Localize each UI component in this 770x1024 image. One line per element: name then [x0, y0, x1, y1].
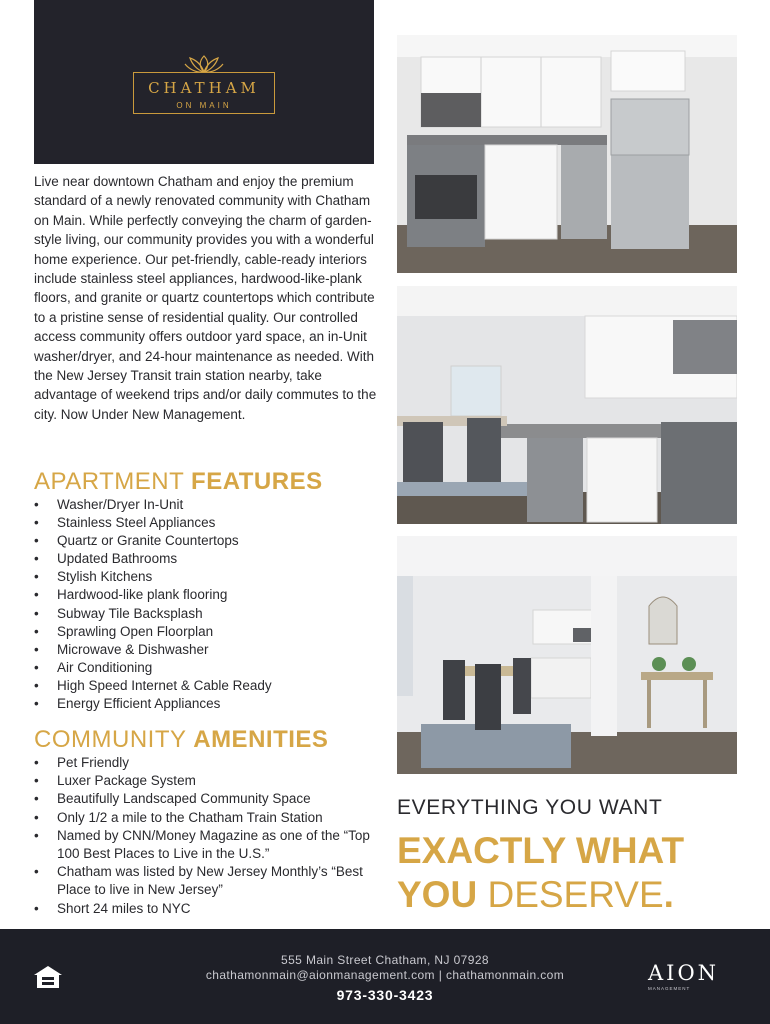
footer: [0, 929, 770, 1024]
features-heading-light: APARTMENT: [34, 468, 184, 495]
feature-item: • Quartz or Granite Countertops: [34, 532, 386, 550]
dining-room-photo: [397, 536, 737, 774]
brand-wordmark: [133, 72, 275, 114]
kitchen-dining-photo: [397, 286, 737, 524]
feature-item: • Sprawling Open Floorplan: [34, 623, 386, 641]
amenities-heading-light: COMMUNITY: [34, 726, 187, 753]
aion-logo-name: AION: [648, 961, 720, 985]
intro-paragraph: Live near downtown Chatham and enjoy the premium standard of a newly renovated community with Chatham on Main. While perfectly conveying the charm of garden-style living, our community provides you with a wonderful home experience. Our pet-friendly, cable-ready interiors include stainless steel appliances, hardwood-like-plank floors, and granite or quartz countertops which contribute to a pristine sense of residential quality. Our controlled access community offers outdoor yard space, an in-Unit washer/dryer, and 24-hour maintenance as needed. With the New Jersey Transit train station nearby, take advantage of weekend trips and/or daily commutes to the city. Now Under New Management.: [34, 174, 377, 422]
amenity-item: • Short 24 miles to NYC: [34, 900, 386, 918]
amenity-item: • Chatham was listed by New Jersey Monthly’s “Best Place to live in New Jersey”: [34, 863, 386, 899]
tagline-line-2: [397, 873, 684, 917]
amenity-item: • Only 1/2 a mile to the Chatham Train Station: [34, 809, 386, 827]
features-list: [34, 496, 386, 713]
kitchen-photo: [397, 35, 737, 273]
feature-item: • Air Conditioning: [34, 659, 386, 677]
feature-item: • Stainless Steel Appliances: [34, 514, 386, 532]
footer-phone[interactable]: 973-330-3423: [336, 987, 434, 1003]
brand-subtitle: ON MAIN: [176, 101, 232, 110]
features-heading-bold: FEATURES: [191, 468, 323, 495]
tagline-top: EVERYTHING YOU WANT: [397, 796, 663, 819]
amenities-heading: [34, 726, 328, 754]
tagline-deserve: DESERVE: [487, 874, 664, 915]
feature-item: • Hardwood-like plank flooring: [34, 586, 386, 604]
aion-logo-subtitle: MANAGEMENT: [648, 986, 691, 991]
brand-logo-block: [34, 0, 374, 164]
amenity-item: • Named by CNN/Money Magazine as one of the “Top 100 Best Places to Live in the U.S.”: [34, 827, 386, 863]
amenity-item: • Luxer Package System: [34, 772, 386, 790]
amenity-item: • Beautifully Landscaped Community Space: [34, 790, 386, 808]
amenity-item: • Pet Friendly: [34, 754, 386, 772]
aion-management-logo: [648, 961, 728, 991]
feature-item: • Updated Bathrooms: [34, 550, 386, 568]
footer-contact[interactable]: chathamonmain@aionmanagement.com | chathamonmain.com: [205, 968, 565, 982]
tagline-line-1: EXACTLY WHAT: [397, 830, 685, 871]
amenities-list: [34, 754, 386, 918]
feature-item: • Washer/Dryer In-Unit: [34, 496, 386, 514]
brand-name: CHATHAM: [148, 79, 260, 97]
feature-item: • Microwave & Dishwasher: [34, 641, 386, 659]
footer-address: 555 Main Street Chatham, NJ 07928: [281, 953, 489, 967]
features-heading: [34, 468, 323, 496]
tagline-headline: [397, 829, 684, 917]
amenities-heading-bold: AMENITIES: [193, 726, 329, 753]
tagline-you: YOU: [397, 874, 478, 915]
feature-item: • Subway Tile Backsplash: [34, 605, 386, 623]
feature-item: • Stylish Kitchens: [34, 568, 386, 586]
feature-item: • Energy Efficient Appliances: [34, 695, 386, 713]
tagline-period: .: [663, 874, 674, 915]
feature-item: • High Speed Internet & Cable Ready: [34, 677, 386, 695]
